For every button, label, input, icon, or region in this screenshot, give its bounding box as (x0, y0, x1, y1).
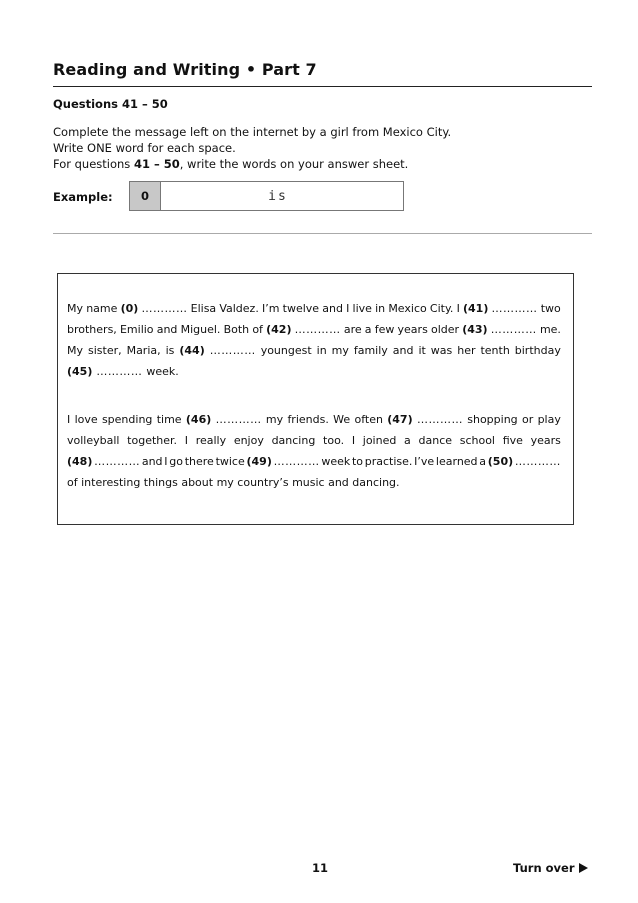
word: often (354, 413, 383, 426)
word: love (74, 413, 98, 426)
gap-number: (0) (120, 302, 139, 315)
word: I (456, 302, 460, 315)
answer-blank: ………… (94, 455, 141, 468)
word: name (86, 302, 118, 315)
word: Maria, (126, 344, 161, 357)
word: years (397, 323, 428, 336)
word: years (530, 434, 561, 447)
word: her (457, 344, 476, 357)
word: family (353, 344, 388, 357)
word: a (364, 323, 372, 336)
word: volleyball (67, 434, 120, 447)
word: my (265, 413, 284, 426)
word: too. (323, 434, 345, 447)
text-line (67, 298, 561, 319)
word: is (165, 344, 175, 357)
word: together. (127, 434, 178, 447)
questions-range: Questions 41 – 50 (53, 97, 168, 111)
text-line (67, 409, 561, 430)
text-line (67, 361, 561, 382)
word: was (430, 344, 453, 357)
word: five (502, 434, 523, 447)
instruction-line-1: Complete the message left on the internet by a girl from Mexico City. (53, 125, 452, 139)
text-line (67, 319, 561, 340)
text-line (67, 451, 561, 472)
word: of (252, 323, 263, 336)
answer-blank: ………… (209, 344, 256, 357)
answer-blank: ………… (491, 302, 538, 315)
word: week. (146, 365, 179, 378)
word: and (392, 344, 414, 357)
word: school (459, 434, 495, 447)
word: in (316, 344, 327, 357)
answer-blank: ………… (215, 413, 262, 426)
word: I (346, 302, 350, 315)
turn-over-label: Turn over (513, 861, 588, 875)
word: twelve (282, 302, 320, 315)
word: youngest (260, 344, 312, 357)
gap-number: (45) (67, 365, 93, 378)
word: my (331, 344, 349, 357)
word: are (343, 323, 362, 336)
word: really (195, 434, 227, 447)
word: few (374, 323, 395, 336)
word: tenth (480, 344, 510, 357)
word: there (184, 455, 214, 468)
gap-number: (48) (67, 455, 93, 468)
word: I (164, 455, 168, 468)
word: week (321, 455, 351, 468)
example-label: Example: (53, 190, 113, 204)
word: I (351, 434, 356, 447)
answer-blank: ………… (294, 323, 341, 336)
word: We (333, 413, 351, 426)
word: sister, (87, 344, 122, 357)
word: two (540, 302, 561, 315)
word: dance (418, 434, 453, 447)
answer-blank: ………… (96, 365, 143, 378)
instruction-line-2: Write ONE word for each space. (53, 141, 236, 155)
word: time (156, 413, 182, 426)
word: play (537, 413, 561, 426)
answer-blank: ………… (490, 323, 537, 336)
word: joined (362, 434, 397, 447)
answer-blank: ………… (273, 455, 320, 468)
gap-number: (44) (179, 344, 205, 357)
example-answer-box (129, 181, 404, 211)
gap-number: (47) (387, 413, 413, 426)
answer-blank: ………… (141, 302, 188, 315)
section-divider (53, 233, 592, 234)
word: friends. (287, 413, 329, 426)
word: twice (215, 455, 245, 468)
word: Emilio (119, 323, 154, 336)
word: a (479, 455, 487, 468)
word: My (67, 302, 84, 315)
word: and (322, 302, 343, 315)
page-number: 11 (312, 861, 329, 875)
text-line (67, 340, 561, 361)
word: Both (223, 323, 250, 336)
word: I’ve (414, 455, 435, 468)
word: Elisa (190, 302, 217, 315)
word: go (169, 455, 183, 468)
gap-number: (41) (463, 302, 489, 315)
word: brothers, (67, 323, 117, 336)
word: practise. (364, 455, 413, 468)
gap-number: (46) (185, 413, 212, 426)
gap-number: (43) (462, 323, 488, 336)
word: I (184, 434, 188, 447)
example-answer: is (268, 188, 288, 204)
text-line (67, 430, 561, 451)
word: shopping (467, 413, 518, 426)
word: My (67, 344, 84, 357)
word: spending (101, 413, 153, 426)
arrow-right-icon (579, 863, 588, 873)
word: enjoy (233, 434, 264, 447)
message-paragraph-2 (67, 409, 561, 493)
gap-number: (42) (266, 323, 292, 336)
word: older (430, 323, 460, 336)
gap-number: (49) (246, 455, 272, 468)
word: or (521, 413, 534, 426)
message-paragraph-1 (67, 298, 561, 382)
word: learned (435, 455, 478, 468)
word: I (67, 413, 71, 426)
word: to (351, 455, 364, 468)
gap-number: (50) (487, 455, 514, 468)
instruction-line-3: For questions 41 – 50, write the words on your answer sheet. (53, 157, 409, 171)
word: Miguel. (180, 323, 221, 336)
page-title: Reading and Writing • Part 7 (53, 60, 317, 79)
text-line: of interesting things about my country’s music and dancing. (67, 476, 400, 489)
word: birthday (514, 344, 561, 357)
word: and (156, 323, 178, 336)
example-number: 0 (130, 182, 161, 210)
word: in (375, 302, 386, 315)
word: a (404, 434, 411, 447)
word: City. (429, 302, 454, 315)
answer-blank: ………… (416, 413, 463, 426)
word: me. (539, 323, 561, 336)
word: live (352, 302, 372, 315)
title-divider (53, 86, 592, 87)
word: Mexico (388, 302, 427, 315)
word: Valdez. (219, 302, 259, 315)
word: and (141, 455, 163, 468)
word: I’m (262, 302, 280, 315)
word: dancing (271, 434, 316, 447)
answer-blank: ………… (514, 455, 561, 468)
word: it (418, 344, 426, 357)
